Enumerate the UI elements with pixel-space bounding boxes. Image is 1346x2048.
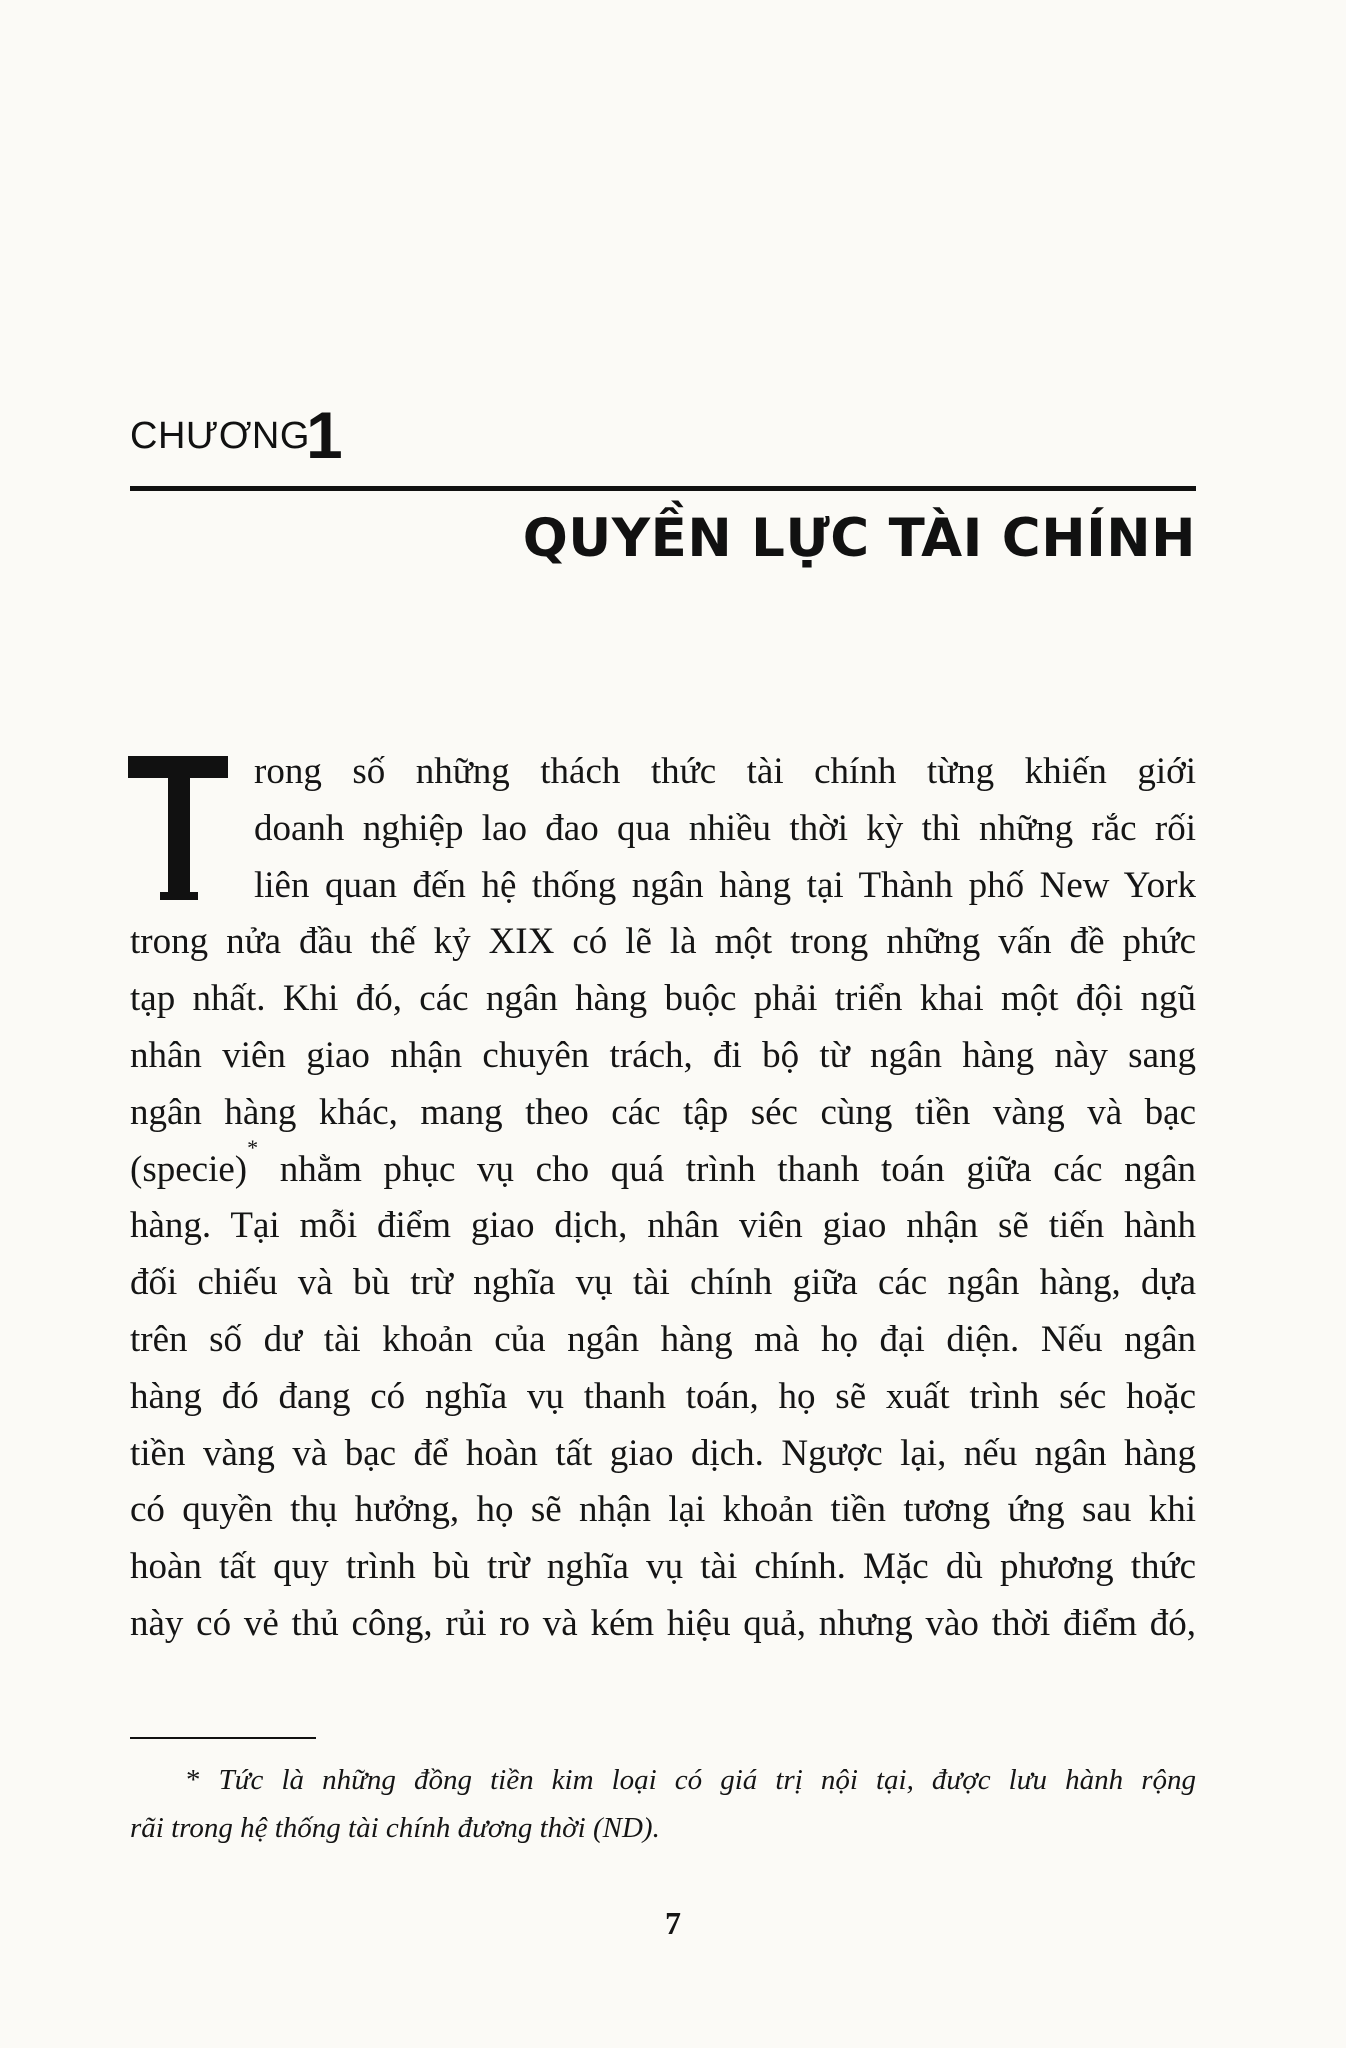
body-line: đối chiếu và bù trừ nghĩa vụ tài chính giữa các ngân hàng, dựa [130,1262,1196,1304]
footnote-divider [130,1737,316,1739]
chapter-divider [130,486,1196,491]
body-line: ngân hàng khác, mang theo các tập séc cùng tiền vàng và bạc [130,1091,1196,1133]
body-line: có quyền thụ hưởng, họ sẽ nhận lại khoản tiền tương ứng sau khi [130,1489,1196,1531]
body-line: hoàn tất quy trình bù trừ nghĩa vụ tài chính. Mặc dù phương thức [130,1546,1196,1588]
chapter-number: 1 [306,398,343,472]
footnote-text: Tức là những đồng tiền kim loại có giá trị nội tại, được lưu hành rộng [218,1764,1196,1796]
body-line: rong số những thách thức tài chính từng khiến giới [254,751,1196,792]
body-line-start: (specie) [130,1148,248,1190]
body-line: tạp nhất. Khi đó, các ngân hàng buộc phải triển khai một đội ngũ [130,978,1196,1020]
body-line: trong nửa đầu thế kỷ XIX có lẽ là một trong những vấn đề phức [130,921,1196,963]
chapter-title: QUYỀN LỰC TÀI CHÍNH [522,508,1196,569]
body-line-with-footnote [130,1134,1196,1199]
footnote-line: rãi trong hệ thống tài chính đương thời (ND). [130,1812,660,1844]
chapter-label: CHƯƠNG [130,415,310,457]
body-line: nhân viên giao nhận chuyên trách, đi bộ từ ngân hàng này sang [130,1034,1196,1076]
body-line: trên số dư tài khoản của ngân hàng mà họ đại diện. Nếu ngân [130,1318,1196,1360]
body-line: tiền vàng và bạc để hoàn tất giao dịch. Ngược lại, nếu ngân hàng [130,1432,1196,1474]
body-line: hàng. Tại mỗi điểm giao dịch, nhân viên giao nhận sẽ tiến hành [130,1205,1196,1247]
body-line: doanh nghiệp lao đao qua nhiều thời kỳ thì những rắc rối [254,807,1196,849]
body-line-rest: nhằm phục vụ cho quá trình thanh toán giữa các ngân [258,1148,1196,1190]
footnote [130,1756,1196,1852]
page-number: 7 [665,1905,681,1941]
body-line: này có vẻ thủ công, rủi ro và kém hiệu quả, nhưng vào thời điểm đó, [130,1602,1196,1644]
footnote-line [130,1756,1196,1804]
body-paragraph [130,744,1196,1653]
body-line: hàng đó đang có nghĩa vụ thanh toán, họ sẽ xuất trình séc hoặc [130,1375,1196,1417]
footnote-marker: * [247,1134,259,1160]
body-line: liên quan đến hệ thống ngân hàng tại Thành phố New York [254,864,1196,906]
footnote-marker: * [186,1764,201,1796]
